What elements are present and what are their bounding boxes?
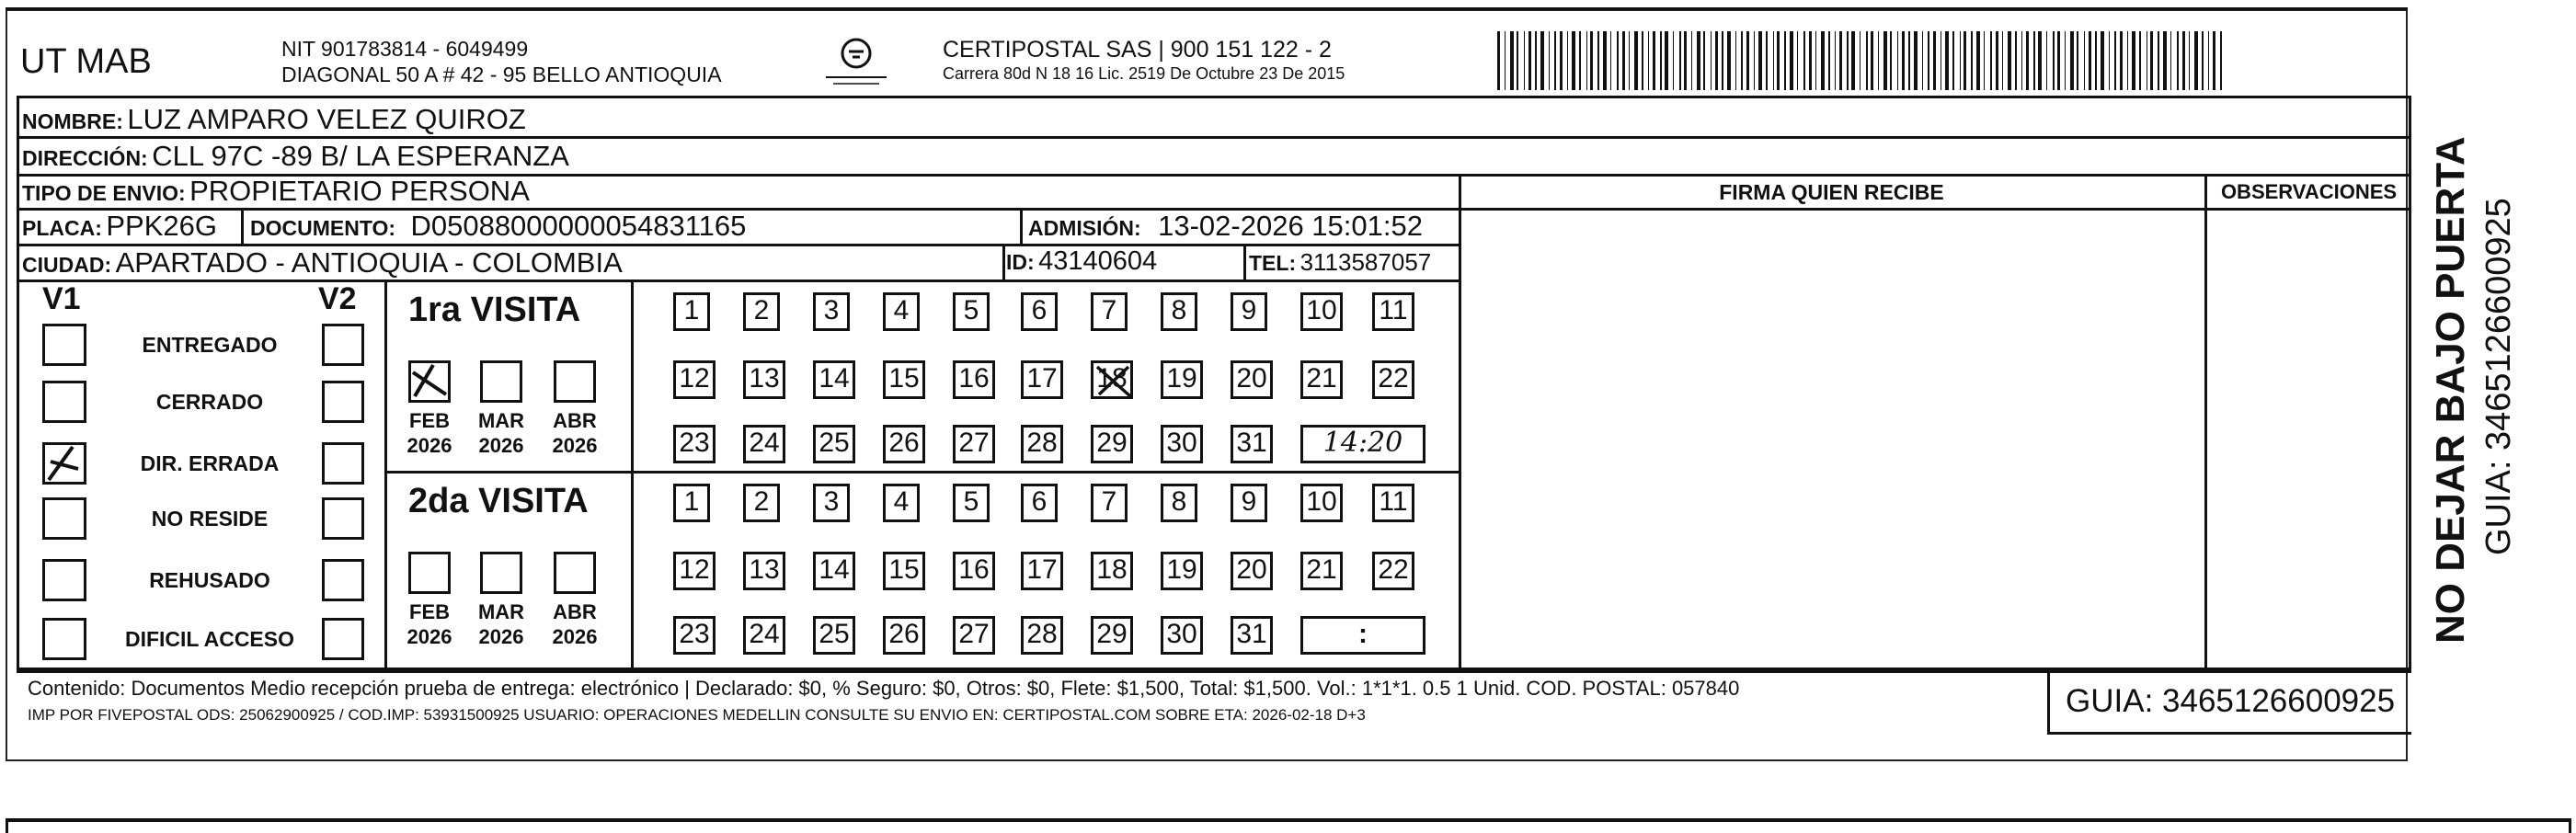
day-number: 3 <box>823 486 840 517</box>
day-box[interactable] <box>1300 484 1343 522</box>
day-number: 11 <box>1379 486 1408 517</box>
day-number: 9 <box>1241 486 1257 517</box>
check-mark-icon <box>45 445 84 482</box>
month-year: 2026 <box>406 625 452 648</box>
day-box[interactable] <box>883 360 925 399</box>
month-checkbox[interactable] <box>554 360 596 403</box>
day-box[interactable] <box>1231 552 1273 590</box>
month-label <box>541 599 609 649</box>
day-box[interactable] <box>1091 425 1133 463</box>
day-box[interactable] <box>743 616 785 655</box>
documento-field <box>250 210 746 243</box>
status-option-label: DIFICIL ACCESO <box>124 627 294 651</box>
day-number: 12 <box>679 554 710 585</box>
firma-area[interactable] <box>1462 211 2203 670</box>
carrier-address: Carrera 80d N 18 16 Lic. 2519 De Octubre 23 De 2015 <box>943 64 1345 83</box>
tel-value: 3113587057 <box>1299 248 1432 276</box>
day-number: 14 <box>819 554 850 585</box>
day-box[interactable] <box>673 484 710 522</box>
day-box[interactable] <box>1021 292 1058 331</box>
company-address: DIAGONAL 50 A # 42 - 95 BELLO ANTIOQUIA <box>281 63 722 86</box>
day-number: 4 <box>893 486 910 517</box>
status-option-label: CERRADO <box>155 390 264 414</box>
v2-header: V2 <box>318 281 357 316</box>
day-number: 25 <box>819 619 850 649</box>
day-box[interactable] <box>953 552 995 590</box>
day-box[interactable] <box>1372 552 1414 590</box>
month-label <box>395 408 464 458</box>
status-divider <box>384 280 387 669</box>
v2-checkbox[interactable] <box>322 381 364 423</box>
month-year: 2026 <box>478 625 524 648</box>
day-box[interactable] <box>673 552 716 590</box>
day-number: 6 <box>1031 486 1048 517</box>
tipo-envio-value: PROPIETARIO PERSONA <box>189 175 530 207</box>
day-box[interactable] <box>1161 360 1203 399</box>
visit-time: : <box>1358 619 1368 649</box>
nombre-label: NOMBRE: <box>22 109 123 133</box>
month-year: 2026 <box>552 625 598 648</box>
day-box[interactable] <box>1231 360 1273 399</box>
nombre-field <box>22 103 526 136</box>
day-box[interactable] <box>743 484 780 522</box>
day-box[interactable] <box>743 360 785 399</box>
day-box[interactable] <box>1091 484 1128 522</box>
ciudad-field <box>22 246 623 280</box>
day-box[interactable] <box>1091 552 1133 590</box>
day-number: 23 <box>679 428 710 458</box>
day-box[interactable] <box>1231 425 1273 463</box>
day-number: 17 <box>1026 363 1058 394</box>
footer-guia: GUIA: 3465126600925 <box>2066 683 2396 719</box>
visit-time-box[interactable] <box>1300 425 1425 463</box>
footer-guia-divider <box>2047 669 2050 734</box>
status-option-label: ENTREGADO <box>142 333 278 357</box>
day-number: 17 <box>1026 554 1058 585</box>
day-number: 30 <box>1166 428 1197 458</box>
day-number: 29 <box>1096 619 1128 649</box>
day-number: 28 <box>1026 428 1058 458</box>
day-box[interactable] <box>1161 616 1203 655</box>
row-line-1 <box>17 136 2411 139</box>
day-box[interactable] <box>673 360 716 399</box>
barcode <box>1495 31 2227 90</box>
day-box[interactable] <box>883 292 920 331</box>
day-box[interactable] <box>1372 484 1414 522</box>
row-line-5 <box>17 280 1460 282</box>
day-box[interactable] <box>813 552 855 590</box>
day-number: 4 <box>893 295 910 325</box>
visit-split <box>384 471 1460 474</box>
day-number: 5 <box>963 295 979 325</box>
day-number: 18 <box>1096 554 1128 585</box>
month-year: 2026 <box>552 434 598 457</box>
day-box[interactable] <box>743 552 785 590</box>
placa-value: PPK26G <box>106 210 217 242</box>
day-number: 9 <box>1241 295 1257 325</box>
day-number: 16 <box>958 554 990 585</box>
month-label <box>541 408 609 458</box>
v1-checkbox[interactable] <box>42 324 86 366</box>
day-number: 16 <box>958 363 990 394</box>
admision-label: ADMISIÓN: <box>1028 216 1141 240</box>
day-box[interactable] <box>743 425 785 463</box>
documento-value: D05088000000054831165 <box>410 210 747 242</box>
next-form-top <box>6 818 2571 822</box>
firma-col-left <box>1459 174 1461 670</box>
day-number: 3 <box>823 295 840 325</box>
day-number: 13 <box>749 554 780 585</box>
ciudad-value: APARTADO - ANTIOQUIA - COLOMBIA <box>115 246 623 279</box>
ciudad-label: CIUDAD: <box>22 253 112 277</box>
day-number: 11 <box>1379 295 1408 325</box>
tipo-envio-label: TIPO DE ENVIO: <box>22 181 186 205</box>
day-number: 26 <box>888 428 920 458</box>
day-box[interactable] <box>1161 552 1203 590</box>
id-divider <box>1002 244 1005 280</box>
visit-time: 14:20 <box>1322 427 1403 459</box>
footer-contenido: Contenido: Documentos Medio recepción prueba de entrega: electrónico | Declarado: $0, % Seguro: $0, Otros: $0, Flete: $1,500, Total: $1,500. Vol.: 1*1*1. 0.5 1 Unid. COD. POSTAL: 057840 <box>28 677 1740 700</box>
month-label <box>467 599 535 649</box>
footer-imp: IMP POR FIVEPOSTAL ODS: 25062900925 / COD.IMP: 53931500925 USUARIO: OPERACIONES MEDELLIN CONSULTE SU ENVIO EN: CERTIPOSTAL.COM SOBRE ETA: 2026-02-18 D+3 <box>28 706 1366 724</box>
tipo-envio-field <box>22 175 530 208</box>
next-form-right <box>2569 818 2571 833</box>
month-checkbox[interactable] <box>480 360 522 403</box>
day-box[interactable] <box>953 425 995 463</box>
day-box[interactable] <box>1021 552 1063 590</box>
side-warning: NO DEJAR BAJO PUERTA <box>2428 136 2473 644</box>
check-mark-icon <box>411 363 448 400</box>
day-box[interactable] <box>953 484 990 522</box>
day-box[interactable] <box>813 425 855 463</box>
status-option-label: REHUSADO <box>149 568 270 592</box>
carrier-name: CERTIPOSTAL SAS | 900 151 122 - 2 <box>943 37 1332 63</box>
v1-checkbox[interactable] <box>42 497 86 540</box>
id-value: 43140604 <box>1038 246 1158 276</box>
certipostal-logo <box>815 35 898 90</box>
placa-divider <box>241 208 244 244</box>
v1-checkbox[interactable] <box>42 559 86 601</box>
footer-top-line <box>17 668 2411 670</box>
day-number: 14 <box>819 363 850 394</box>
day-number: 19 <box>1166 554 1197 585</box>
day-number: 22 <box>1378 363 1409 394</box>
day-number: 23 <box>679 619 710 649</box>
day-box[interactable] <box>1231 292 1267 331</box>
day-number: 30 <box>1166 619 1197 649</box>
day-number: 1 <box>683 486 700 517</box>
visit-time-box[interactable] <box>1300 616 1425 655</box>
day-box[interactable] <box>1021 616 1063 655</box>
month-year: 2026 <box>478 434 524 457</box>
company-nit: NIT 901783814 - 6049499 <box>281 37 529 61</box>
day-number: 20 <box>1236 554 1267 585</box>
day-number: 15 <box>888 554 920 585</box>
direccion-label: DIRECCIÓN: <box>22 146 148 170</box>
day-number: 1 <box>683 295 700 325</box>
visit-title: 2da VISITA <box>408 482 589 520</box>
day-number: 19 <box>1166 363 1197 394</box>
day-box[interactable] <box>953 360 995 399</box>
day-box[interactable] <box>813 484 850 522</box>
status-option-label: DIR. ERRADA <box>140 451 280 475</box>
day-box[interactable] <box>1161 292 1197 331</box>
tel-label: TEL: <box>1249 251 1297 275</box>
day-box[interactable] <box>1300 292 1343 331</box>
day-number: 13 <box>749 363 780 394</box>
v1-checkbox[interactable] <box>42 618 86 660</box>
footer-guia-bottom <box>2047 732 2411 735</box>
day-box[interactable] <box>1300 360 1343 399</box>
direccion-field <box>22 140 569 173</box>
day-number: 5 <box>963 486 979 517</box>
v1-header: V1 <box>42 281 81 316</box>
month-name: MAR <box>477 409 525 432</box>
day-box[interactable] <box>953 616 995 655</box>
company-name: UT MAB <box>20 42 152 81</box>
day-number: 21 <box>1306 363 1337 394</box>
placa-field <box>22 210 217 243</box>
month-year: 2026 <box>406 434 452 457</box>
day-number: 10 <box>1306 486 1337 517</box>
day-box[interactable] <box>813 292 850 331</box>
next-form-left <box>6 818 8 833</box>
day-number: 12 <box>679 363 710 394</box>
v2-checkbox[interactable] <box>322 497 364 540</box>
day-box[interactable] <box>673 292 710 331</box>
v1-checkbox[interactable] <box>42 442 86 485</box>
v2-checkbox[interactable] <box>322 559 364 601</box>
day-number: 20 <box>1236 363 1267 394</box>
day-box[interactable] <box>883 552 925 590</box>
top-edge <box>6 7 2408 10</box>
obs-col-left <box>2204 174 2207 670</box>
tel-divider <box>1243 244 1246 280</box>
v2-checkbox[interactable] <box>322 324 364 366</box>
month-name: FEB <box>409 600 450 623</box>
side-guia: GUIA: 3465126600925 <box>2479 198 2518 555</box>
day-box[interactable] <box>1372 360 1414 399</box>
id-label: ID: <box>1006 250 1035 274</box>
v2-checkbox[interactable] <box>322 442 364 485</box>
day-number: 8 <box>1171 295 1187 325</box>
day-box[interactable] <box>673 616 716 655</box>
day-box[interactable] <box>883 425 925 463</box>
day-number: 8 <box>1171 486 1187 517</box>
day-number: 15 <box>888 363 920 394</box>
admision-divider <box>1020 208 1023 244</box>
month-name: ABR <box>553 600 597 623</box>
day-number: 31 <box>1236 428 1267 458</box>
day-box[interactable] <box>953 292 990 331</box>
documento-label: DOCUMENTO: <box>250 216 396 240</box>
cross-mark-icon <box>1093 363 1134 400</box>
day-number: 26 <box>888 619 920 649</box>
day-number: 24 <box>749 428 780 458</box>
day-number: 27 <box>958 428 990 458</box>
day-box[interactable] <box>1161 425 1203 463</box>
observaciones-area[interactable] <box>2208 211 2410 670</box>
day-number: 2 <box>753 295 770 325</box>
day-box[interactable] <box>1372 292 1414 331</box>
month-label <box>395 599 464 649</box>
day-box[interactable] <box>883 616 925 655</box>
day-box[interactable] <box>1091 292 1128 331</box>
day-number: 10 <box>1306 295 1337 325</box>
day-box[interactable] <box>1300 552 1343 590</box>
day-number: 29 <box>1096 428 1128 458</box>
day-number: 22 <box>1378 554 1409 585</box>
day-box[interactable] <box>1161 484 1197 522</box>
month-label <box>467 408 535 458</box>
day-box[interactable] <box>1231 484 1267 522</box>
placa-label: PLACA: <box>22 216 102 240</box>
day-box[interactable] <box>1091 360 1133 399</box>
day-number: 6 <box>1031 295 1048 325</box>
status-option-label: NO RESIDE <box>151 507 269 531</box>
id-field <box>1006 246 1157 277</box>
day-box[interactable] <box>813 616 855 655</box>
direccion-value: CLL 97C -89 B/ LA ESPERANZA <box>152 140 569 172</box>
admision-field <box>1028 210 1423 243</box>
firma-header: FIRMA QUIEN RECIBE <box>1719 180 1944 204</box>
tel-field <box>1249 248 1431 277</box>
day-box[interactable] <box>673 425 716 463</box>
v2-checkbox[interactable] <box>322 618 364 660</box>
months-divider <box>631 280 634 669</box>
day-number: 28 <box>1026 619 1058 649</box>
month-checkbox[interactable] <box>480 552 522 594</box>
month-name: FEB <box>409 409 450 432</box>
month-checkbox[interactable] <box>554 552 596 594</box>
day-box[interactable] <box>743 292 780 331</box>
day-number: 18 <box>1096 363 1128 394</box>
day-number: 24 <box>749 619 780 649</box>
observaciones-header: OBSERVACIONES <box>2220 180 2398 203</box>
admision-value: 13-02-2026 15:01:52 <box>1158 210 1423 242</box>
day-number: 7 <box>1101 295 1117 325</box>
v1-checkbox[interactable] <box>42 381 86 423</box>
day-box[interactable] <box>1091 616 1133 655</box>
day-number: 2 <box>753 486 770 517</box>
day-number: 31 <box>1236 619 1267 649</box>
day-number: 27 <box>958 619 990 649</box>
visit-title: 1ra VISITA <box>408 291 581 329</box>
day-box[interactable] <box>1021 360 1063 399</box>
nombre-value: LUZ AMPARO VELEZ QUIROZ <box>127 103 526 135</box>
month-checkbox[interactable] <box>408 552 451 594</box>
day-number: 25 <box>819 428 850 458</box>
day-box[interactable] <box>883 484 920 522</box>
day-number: 7 <box>1101 486 1117 517</box>
day-box[interactable] <box>1021 425 1063 463</box>
month-checkbox[interactable] <box>408 360 451 403</box>
day-number: 21 <box>1306 554 1337 585</box>
day-box[interactable] <box>1021 484 1058 522</box>
day-box[interactable] <box>1231 616 1273 655</box>
day-box[interactable] <box>813 360 855 399</box>
month-name: MAR <box>477 600 525 623</box>
month-name: ABR <box>553 409 597 432</box>
